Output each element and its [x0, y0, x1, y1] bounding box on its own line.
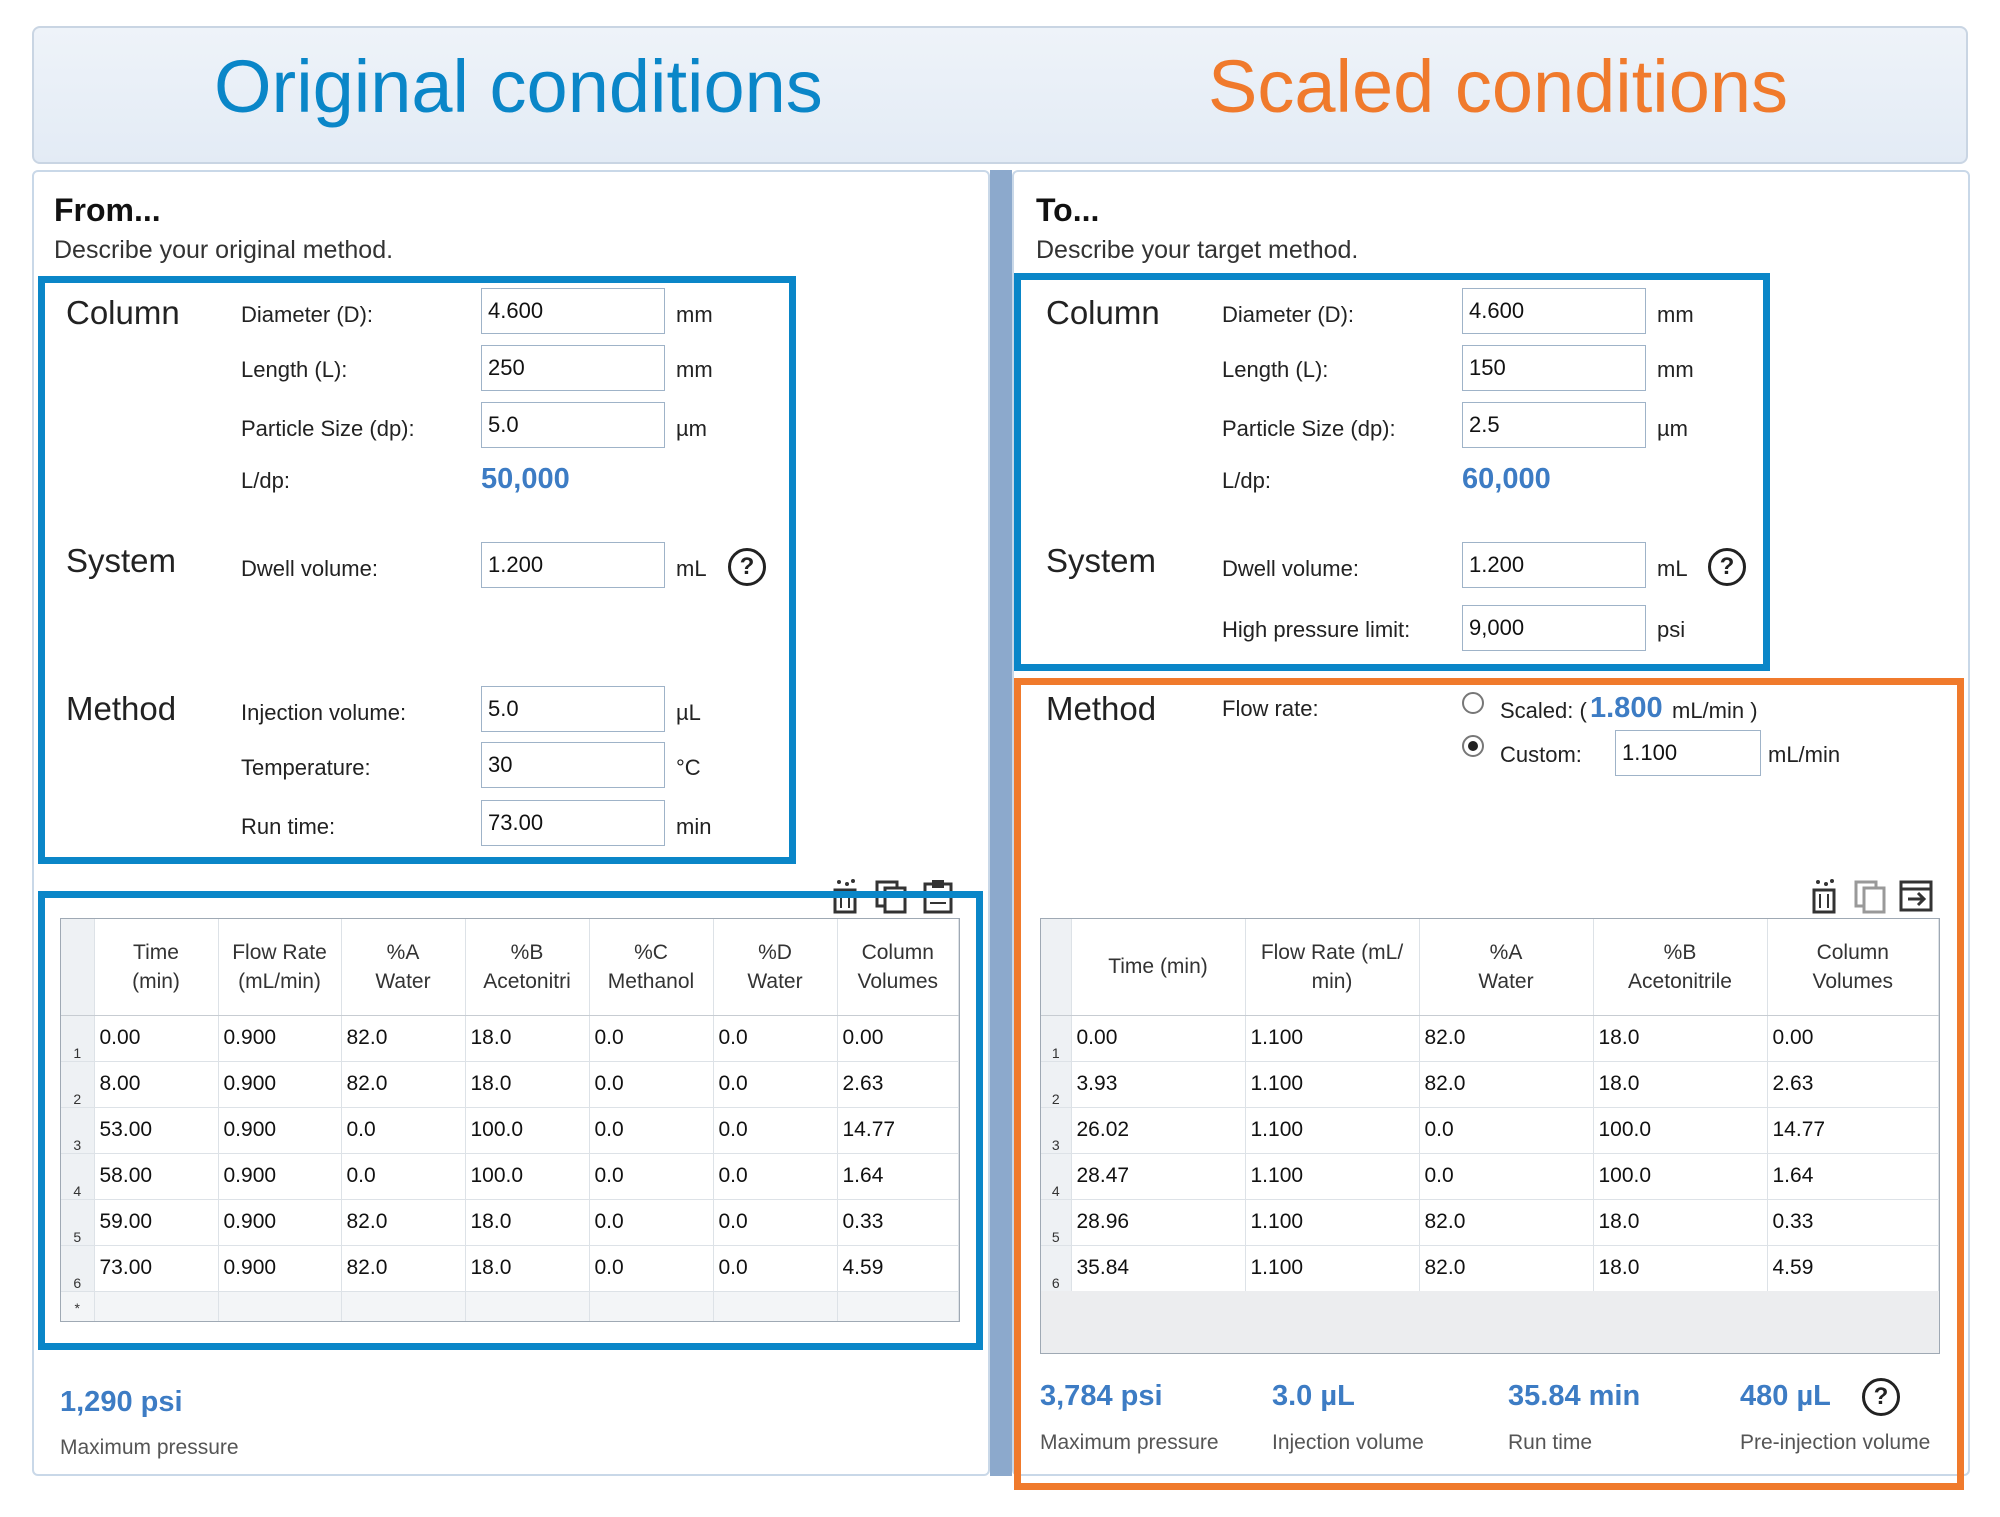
table-row[interactable] — [1041, 1245, 1939, 1291]
table-row[interactable] — [1041, 1107, 1939, 1153]
table-cell[interactable]: 0.0 — [589, 1153, 713, 1199]
header-line: %D — [758, 940, 792, 964]
table-row[interactable] — [1041, 1153, 1939, 1199]
row-number[interactable]: 6 — [61, 1245, 94, 1291]
from-particle-input[interactable] — [481, 402, 665, 448]
from-runtime-unit: min — [676, 814, 712, 839]
clear-table-icon[interactable] — [1806, 878, 1842, 914]
original-conditions-title: Original conditions — [214, 45, 823, 128]
to-injection-volume-value: 3.0 µL — [1272, 1380, 1355, 1412]
to-col-header[interactable] — [1245, 919, 1419, 1015]
dwell-help-icon[interactable]: ? — [728, 548, 766, 586]
from-max-pressure-caption: Maximum pressure — [60, 1436, 239, 1459]
table-cell[interactable]: 100.0 — [1593, 1107, 1767, 1153]
preinjection-help-icon[interactable]: ? — [1862, 1378, 1900, 1416]
table-row[interactable] — [61, 1199, 959, 1245]
table-cell[interactable]: 14.77 — [837, 1107, 959, 1153]
table-cell[interactable]: 1.100 — [1245, 1107, 1419, 1153]
to-pressure-limit-input[interactable] — [1462, 605, 1646, 651]
table-row[interactable] — [61, 1107, 959, 1153]
table-cell[interactable]: 0.33 — [837, 1199, 959, 1245]
from-subheading: Describe your original method. — [54, 236, 394, 264]
table-cell[interactable]: 1.100 — [1245, 1061, 1419, 1107]
to-dwell-input[interactable] — [1462, 542, 1646, 588]
table-row[interactable] — [61, 1245, 959, 1291]
to-heading: To... — [1036, 192, 1100, 228]
from-ldp-label: L/dp: — [241, 468, 290, 493]
table-cell[interactable]: 0.00 — [1071, 1015, 1245, 1061]
table-cell[interactable]: 0.33 — [1767, 1199, 1939, 1245]
table-cell[interactable]: 18.0 — [1593, 1015, 1767, 1061]
panel-divider — [990, 170, 1012, 1476]
to-diameter-input[interactable] — [1462, 288, 1646, 334]
to-col-header[interactable] — [1419, 919, 1593, 1015]
row-number[interactable]: 1 — [61, 1015, 94, 1061]
scaled-flow-unit: mL/min ) — [1672, 698, 1758, 723]
table-cell[interactable]: 73.00 — [94, 1245, 218, 1291]
to-diameter-label: Diameter (D): — [1222, 302, 1355, 327]
table-cell[interactable]: 1.100 — [1245, 1199, 1419, 1245]
table-cell[interactable]: 0.0 — [589, 1015, 713, 1061]
from-diameter-input[interactable] — [481, 288, 665, 334]
from-length-input[interactable] — [481, 345, 665, 391]
table-cell[interactable]: 53.00 — [94, 1107, 218, 1153]
from-temperature-unit: °C — [676, 755, 701, 780]
table-cell[interactable]: 8.00 — [94, 1061, 218, 1107]
row-header-corner — [61, 919, 94, 1015]
row-number[interactable]: 5 — [61, 1199, 94, 1245]
table-cell[interactable]: 18.0 — [1593, 1245, 1767, 1291]
table-cell[interactable]: 0.900 — [218, 1153, 341, 1199]
to-gradient-table[interactable] — [1040, 918, 1940, 1354]
table-cell[interactable]: 3.93 — [1071, 1061, 1245, 1107]
copy-icon[interactable] — [1852, 878, 1888, 914]
to-run-time-value: 35.84 min — [1508, 1380, 1641, 1412]
new-row-marker: * — [61, 1291, 94, 1322]
target-settings-highlight — [1014, 273, 1770, 671]
to-col-header[interactable] — [1071, 919, 1245, 1015]
row-number[interactable]: 4 — [61, 1153, 94, 1199]
from-diameter-label: Diameter (D): — [241, 302, 374, 327]
table-cell[interactable]: 0.0 — [1419, 1153, 1593, 1199]
table-row[interactable] — [1041, 1015, 1939, 1061]
to-flow-label: Flow rate: — [1222, 696, 1319, 721]
table-cell[interactable]: 0.0 — [341, 1107, 465, 1153]
table-cell[interactable]: 18.0 — [465, 1061, 589, 1107]
table-cell[interactable]: 0.0 — [589, 1245, 713, 1291]
to-subheading: Describe your target method. — [1036, 236, 1359, 264]
table-cell[interactable]: 4.59 — [1767, 1245, 1939, 1291]
row-number[interactable]: 2 — [1041, 1061, 1071, 1107]
scaled-conditions-title: Scaled conditions — [1208, 45, 1789, 128]
table-cell[interactable]: 4.59 — [837, 1245, 959, 1291]
table-cell[interactable]: 1.100 — [1245, 1015, 1419, 1061]
from-temperature-input[interactable] — [481, 742, 665, 788]
custom-flow-unit: mL/min — [1768, 742, 1841, 767]
custom-flow-input[interactable] — [1615, 730, 1761, 776]
custom-flow-radio[interactable] — [1462, 735, 1484, 757]
to-injection-volume-caption: Injection volume — [1272, 1431, 1424, 1454]
header-line: %C — [634, 940, 668, 964]
table-cell[interactable]: 0.900 — [218, 1015, 341, 1061]
from-method-section-label: Method — [66, 690, 177, 727]
table-cell[interactable]: 18.0 — [1593, 1199, 1767, 1245]
table-cell[interactable]: 0.0 — [341, 1153, 465, 1199]
header-line: Volumes — [857, 969, 939, 993]
to-diameter-unit: mm — [1657, 302, 1694, 327]
table-cell[interactable]: 18.0 — [465, 1199, 589, 1245]
table-row[interactable] — [1041, 1199, 1939, 1245]
row-header-corner — [1041, 919, 1071, 1015]
header-line: Flow Rate (mL/ — [1260, 940, 1404, 964]
table-cell[interactable]: 100.0 — [1593, 1153, 1767, 1199]
to-length-label: Length (L): — [1222, 357, 1329, 382]
table-cell[interactable]: 2.63 — [837, 1061, 959, 1107]
to-column-section-label: Column — [1046, 294, 1160, 331]
from-particle-label: Particle Size (dp): — [241, 416, 415, 441]
header-line: Time (min) — [1108, 955, 1208, 979]
from-heading: From... — [54, 192, 161, 228]
from-runtime-input[interactable] — [481, 800, 665, 846]
custom-flow-label: Custom: — [1500, 742, 1582, 767]
from-col-header[interactable] — [465, 919, 589, 1015]
new-row-cell[interactable] — [465, 1291, 589, 1322]
row-number[interactable]: 1 — [1041, 1015, 1071, 1061]
from-dwell-input[interactable] — [481, 542, 665, 588]
from-particle-unit: µm — [676, 416, 708, 441]
row-number[interactable]: 4 — [1041, 1153, 1071, 1199]
scaled-flow-value: 1.800 — [1590, 692, 1663, 724]
header-line: Column — [861, 940, 934, 964]
table-cell[interactable]: 82.0 — [341, 1199, 465, 1245]
new-row-cell[interactable] — [713, 1291, 837, 1322]
header-line: Methanol — [607, 969, 695, 993]
table-row[interactable] — [61, 1153, 959, 1199]
to-preinjection-value: 480 µL — [1740, 1380, 1831, 1412]
from-injection-label: Injection volume: — [241, 700, 407, 725]
table-cell[interactable]: 18.0 — [1593, 1061, 1767, 1107]
new-row-cell[interactable] — [341, 1291, 465, 1322]
from-system-section-label: System — [66, 542, 177, 579]
to-system-section-label: System — [1046, 542, 1157, 579]
table-cell[interactable]: 1.64 — [1767, 1153, 1939, 1199]
row-number[interactable]: 6 — [1041, 1245, 1071, 1291]
to-ldp-label: L/dp: — [1222, 468, 1271, 493]
table-cell[interactable]: 28.47 — [1071, 1153, 1245, 1199]
table-cell[interactable]: 0.900 — [218, 1199, 341, 1245]
from-injection-input[interactable] — [481, 686, 665, 732]
to-particle-input[interactable] — [1462, 402, 1646, 448]
header-line: %B — [1663, 940, 1697, 964]
table-row[interactable] — [61, 1015, 959, 1061]
header-line: Water — [375, 969, 431, 993]
to-col-header[interactable] — [1593, 919, 1767, 1015]
table-cell[interactable]: 82.0 — [341, 1015, 465, 1061]
table-cell[interactable]: 59.00 — [94, 1199, 218, 1245]
table-cell[interactable]: 0.00 — [94, 1015, 218, 1061]
to-pressure-limit-unit: psi — [1657, 617, 1686, 642]
table-cell[interactable]: 0.0 — [713, 1061, 837, 1107]
header-line: Volumes — [1812, 969, 1894, 993]
table-cell[interactable]: 0.0 — [589, 1199, 713, 1245]
table-cell[interactable]: 100.0 — [465, 1107, 589, 1153]
header-line: Water — [1478, 969, 1534, 993]
table-cell[interactable]: 58.00 — [94, 1153, 218, 1199]
header-line: %B — [510, 940, 544, 964]
table-cell[interactable]: 0.0 — [713, 1107, 837, 1153]
from-col-header[interactable] — [218, 919, 341, 1015]
table-cell[interactable]: 0.900 — [218, 1107, 341, 1153]
table-cell[interactable]: 2.63 — [1767, 1061, 1939, 1107]
header-line: Acetonitrile — [1628, 969, 1732, 993]
header-line: Acetonitri — [483, 969, 571, 993]
table-row[interactable] — [61, 1061, 959, 1107]
table-cell[interactable]: 18.0 — [465, 1015, 589, 1061]
table-cell[interactable]: 1.100 — [1245, 1245, 1419, 1291]
table-cell[interactable]: 82.0 — [1419, 1015, 1593, 1061]
to-dwell-label: Dwell volume: — [1222, 556, 1359, 581]
table-cell[interactable]: 82.0 — [1419, 1245, 1593, 1291]
from-gradient-table[interactable] — [60, 918, 960, 1322]
from-max-pressure-value: 1,290 psi — [60, 1386, 183, 1418]
header-line: (mL/min) — [238, 969, 321, 993]
export-icon[interactable] — [1898, 878, 1934, 914]
scaled-flow-radio[interactable] — [1462, 692, 1484, 714]
from-col-header[interactable] — [837, 919, 959, 1015]
new-row-cell[interactable] — [94, 1291, 218, 1322]
to-dwell-unit: mL — [1657, 556, 1688, 581]
to-max-pressure-caption: Maximum pressure — [1040, 1431, 1219, 1454]
table-cell[interactable]: 0.00 — [1767, 1015, 1939, 1061]
header-line: (min) — [132, 969, 180, 993]
table-cell[interactable]: 0.0 — [589, 1061, 713, 1107]
to-col-header[interactable] — [1767, 919, 1939, 1015]
to-max-pressure-value: 3,784 psi — [1040, 1380, 1163, 1412]
new-row-cell[interactable] — [837, 1291, 959, 1322]
to-ldp-value: 60,000 — [1462, 463, 1551, 495]
table-cell[interactable]: 0.900 — [218, 1061, 341, 1107]
row-number[interactable]: 5 — [1041, 1199, 1071, 1245]
to-table-empty-area — [1041, 1291, 1939, 1353]
header-line: Time — [133, 940, 179, 964]
from-length-label: Length (L): — [241, 357, 348, 382]
header-line: Water — [747, 969, 803, 993]
row-number[interactable]: 3 — [61, 1107, 94, 1153]
table-cell[interactable]: 1.100 — [1245, 1153, 1419, 1199]
table-cell[interactable]: 0.0 — [1419, 1107, 1593, 1153]
to-particle-unit: µm — [1657, 416, 1689, 441]
row-number[interactable]: 3 — [1041, 1107, 1071, 1153]
to-run-time-caption: Run time — [1508, 1431, 1593, 1454]
to-preinjection-caption: Pre-injection volume — [1740, 1431, 1931, 1454]
to-method-section-label: Method — [1046, 690, 1157, 727]
table-cell[interactable]: 18.0 — [465, 1245, 589, 1291]
new-row[interactable] — [61, 1291, 959, 1322]
from-diameter-unit: mm — [676, 302, 713, 327]
header-line: %A — [386, 940, 420, 964]
from-col-header[interactable] — [589, 919, 713, 1015]
table-cell[interactable]: 28.96 — [1071, 1199, 1245, 1245]
table-row[interactable] — [1041, 1061, 1939, 1107]
new-row-cell[interactable] — [218, 1291, 341, 1322]
from-col-header[interactable] — [341, 919, 465, 1015]
new-row-cell[interactable] — [589, 1291, 713, 1322]
header-line: Flow Rate — [232, 940, 327, 964]
table-cell[interactable]: 14.77 — [1767, 1107, 1939, 1153]
header-line: Column — [1816, 940, 1889, 964]
table-cell[interactable]: 0.0 — [713, 1245, 837, 1291]
to-length-input[interactable] — [1462, 345, 1646, 391]
table-cell[interactable]: 82.0 — [341, 1061, 465, 1107]
from-dwell-label: Dwell volume: — [241, 556, 378, 581]
from-column-section-label: Column — [66, 294, 180, 331]
scaled-flow-label: Scaled: ( — [1500, 698, 1587, 723]
to-pressure-limit-label: High pressure limit: — [1222, 617, 1411, 642]
from-ldp-value: 50,000 — [481, 463, 570, 495]
from-temperature-label: Temperature: — [241, 755, 371, 780]
row-number[interactable]: 2 — [61, 1061, 94, 1107]
table-cell[interactable]: 0.0 — [713, 1153, 837, 1199]
header-line: min) — [1311, 969, 1353, 993]
table-cell[interactable]: 0.0 — [713, 1199, 837, 1245]
from-dwell-unit: mL — [676, 556, 707, 581]
table-cell[interactable]: 0.00 — [837, 1015, 959, 1061]
table-cell[interactable]: 0.900 — [218, 1245, 341, 1291]
table-cell[interactable]: 82.0 — [341, 1245, 465, 1291]
header-line: %A — [1489, 940, 1523, 964]
table-cell[interactable]: 0.0 — [589, 1107, 713, 1153]
to-particle-label: Particle Size (dp): — [1222, 416, 1396, 441]
from-col-header[interactable] — [713, 919, 837, 1015]
dwell-help-icon[interactable]: ? — [1708, 548, 1746, 586]
to-length-unit: mm — [1657, 357, 1694, 382]
from-injection-unit: µL — [676, 700, 701, 725]
table-cell[interactable]: 1.64 — [837, 1153, 959, 1199]
table-cell[interactable]: 82.0 — [1419, 1199, 1593, 1245]
table-cell[interactable]: 100.0 — [465, 1153, 589, 1199]
table-cell[interactable]: 35.84 — [1071, 1245, 1245, 1291]
from-col-header[interactable] — [94, 919, 218, 1015]
from-length-unit: mm — [676, 357, 713, 382]
table-cell[interactable]: 82.0 — [1419, 1061, 1593, 1107]
table-cell[interactable]: 0.0 — [713, 1015, 837, 1061]
from-runtime-label: Run time: — [241, 814, 336, 839]
table-cell[interactable]: 26.02 — [1071, 1107, 1245, 1153]
